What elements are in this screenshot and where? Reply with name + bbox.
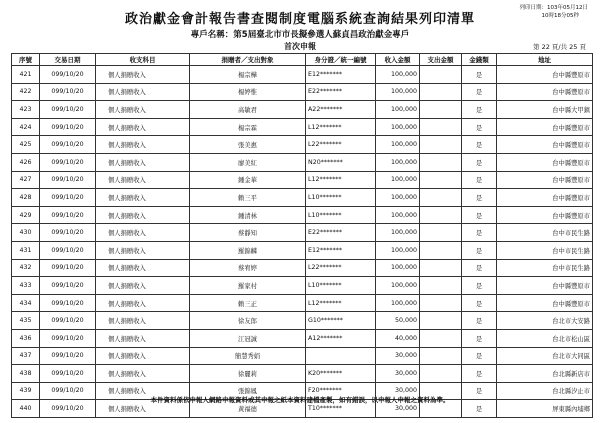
cell-no: 436	[12, 329, 40, 347]
cell-income: 100,000	[376, 153, 420, 171]
cell-addr: 台中市民生路	[497, 259, 593, 277]
cell-date: 099/10/20	[40, 153, 96, 171]
cell-date: 099/10/20	[40, 259, 96, 277]
column-header: 序號	[12, 54, 40, 66]
cell-addr: 台中縣豐原市	[497, 294, 593, 312]
cell-cash: 是	[462, 277, 497, 295]
cell-date: 099/10/20	[40, 365, 96, 383]
cell-income: 100,000	[376, 136, 420, 154]
cell-donor: 楊婷惟	[190, 83, 306, 101]
table-row	[12, 259, 593, 277]
cell-item: 個人捐贈收入	[96, 329, 190, 347]
column-header: 支出金額	[420, 54, 462, 66]
table-row	[12, 136, 593, 154]
cell-expense	[420, 294, 462, 312]
print-meta	[520, 4, 589, 20]
cell-id: L10*******	[306, 189, 376, 207]
cell-item: 個人捐贈收入	[96, 189, 190, 207]
cell-date: 099/10/20	[40, 241, 96, 259]
cell-income: 30,000	[376, 382, 420, 400]
cell-income: 50,000	[376, 312, 420, 330]
table-row	[12, 312, 593, 330]
table-row	[12, 347, 593, 365]
cell-no: 438	[12, 365, 40, 383]
cell-no: 428	[12, 189, 40, 207]
cell-no: 430	[12, 224, 40, 242]
cell-income: 100,000	[376, 224, 420, 242]
footer-note: 本件資料係依申報人網路申報資料或其申報之紙本資料建檔產製，如有錯誤，以申報人申報之資料為準。	[150, 396, 450, 404]
cell-no: 425	[12, 136, 40, 154]
cell-donor: 賴三平	[190, 189, 306, 207]
cell-donor: 張錦鳳	[190, 382, 306, 400]
cell-cash: 是	[462, 259, 497, 277]
column-header: 收入金額	[376, 54, 420, 66]
table-row	[12, 153, 593, 171]
cell-addr: 屏東縣內埔鄉	[497, 400, 593, 418]
cell-donor: 楊宗樺	[190, 66, 306, 84]
cell-id: L12*******	[306, 294, 376, 312]
cell-expense	[420, 241, 462, 259]
cell-date: 099/10/20	[40, 294, 96, 312]
table-row	[12, 224, 593, 242]
cell-donor: 賴三正	[190, 294, 306, 312]
table-row	[12, 241, 593, 259]
cell-addr: 台中市民生路	[497, 224, 593, 242]
table-row	[12, 66, 593, 84]
cell-id: G10*******	[306, 312, 376, 330]
table-row	[12, 277, 593, 295]
column-header: 交易日期	[40, 54, 96, 66]
cell-id: L22*******	[306, 259, 376, 277]
cell-id: E22*******	[306, 83, 376, 101]
cell-date: 099/10/20	[40, 329, 96, 347]
cell-cash: 是	[462, 136, 497, 154]
cell-addr: 台北市大安路	[497, 312, 593, 330]
cell-income: 100,000	[376, 277, 420, 295]
cell-no: 437	[12, 347, 40, 365]
cell-id: L12*******	[306, 171, 376, 189]
table-row	[12, 189, 593, 207]
cell-id: E12*******	[306, 66, 376, 84]
cell-donor: 羅家村	[190, 277, 306, 295]
cell-date: 099/10/20	[40, 382, 96, 400]
cell-date: 099/10/20	[40, 224, 96, 242]
cell-date: 099/10/20	[40, 277, 96, 295]
table-row	[12, 206, 593, 224]
cell-expense	[420, 277, 462, 295]
cell-cash: 是	[462, 206, 497, 224]
cell-id: A22*******	[306, 101, 376, 119]
cell-no: 434	[12, 294, 40, 312]
cell-id: N20*******	[306, 153, 376, 171]
print-time: 10時18分05秒	[541, 13, 579, 19]
cell-donor: 蔡靜知	[190, 224, 306, 242]
cell-expense	[420, 206, 462, 224]
cell-item: 個人捐贈收入	[96, 171, 190, 189]
cell-addr: 台北市松山區	[497, 329, 593, 347]
cell-item: 個人捐贈收入	[96, 365, 190, 383]
cell-no: 440	[12, 400, 40, 418]
cell-cash: 是	[462, 400, 497, 418]
cell-cash: 是	[462, 171, 497, 189]
cell-id: L22*******	[306, 136, 376, 154]
cell-addr: 台中縣豐原市	[497, 277, 593, 295]
cell-expense	[420, 171, 462, 189]
cell-item: 個人捐贈收入	[96, 400, 190, 418]
column-header: 捐贈者／支出對象	[190, 54, 306, 66]
donation-table	[11, 53, 593, 418]
cell-donor: 徐友郎	[190, 312, 306, 330]
cell-item: 個人捐贈收入	[96, 312, 190, 330]
cell-expense	[420, 365, 462, 383]
cell-expense	[420, 83, 462, 101]
cell-addr: 台中市民生路	[497, 241, 593, 259]
cell-donor: 黃福德	[190, 400, 306, 418]
cell-date: 099/10/20	[40, 118, 96, 136]
table-row	[12, 329, 593, 347]
cell-cash: 是	[462, 66, 497, 84]
cell-date: 099/10/20	[40, 66, 96, 84]
cell-income: 30,000	[376, 365, 420, 383]
cell-income: 100,000	[376, 101, 420, 119]
cell-id: L10*******	[306, 277, 376, 295]
cell-id: K20*******	[306, 365, 376, 383]
cell-no: 424	[12, 118, 40, 136]
cell-cash: 是	[462, 224, 497, 242]
page-number: 第 22 頁/共 25 頁	[533, 43, 586, 51]
report-kind: 首次申報	[284, 42, 316, 51]
cell-date: 099/10/20	[40, 206, 96, 224]
cell-cash: 是	[462, 329, 497, 347]
cell-expense	[420, 329, 462, 347]
cell-cash: 是	[462, 347, 497, 365]
cell-income: 100,000	[376, 66, 420, 84]
cell-cash: 是	[462, 365, 497, 383]
cell-expense	[420, 259, 462, 277]
cell-no: 433	[12, 277, 40, 295]
cell-addr: 台北縣新店市	[497, 365, 593, 383]
cell-item: 個人捐贈收入	[96, 101, 190, 119]
cell-income: 100,000	[376, 259, 420, 277]
cell-item: 個人捐贈收入	[96, 136, 190, 154]
cell-item: 個人捐贈收入	[96, 206, 190, 224]
cell-cash: 是	[462, 118, 497, 136]
cell-income: 100,000	[376, 241, 420, 259]
cell-no: 422	[12, 83, 40, 101]
cell-donor: 張美惠	[190, 136, 306, 154]
cell-expense	[420, 136, 462, 154]
cell-no: 423	[12, 101, 40, 119]
cell-addr: 台中縣豐原市	[497, 206, 593, 224]
cell-expense	[420, 312, 462, 330]
table-header-row	[12, 54, 593, 66]
cell-item: 個人捐贈收入	[96, 224, 190, 242]
column-header: 金錢類	[462, 54, 497, 66]
cell-expense	[420, 66, 462, 84]
cell-item: 個人捐贈收入	[96, 153, 190, 171]
cell-donor: 江冠誠	[190, 329, 306, 347]
cell-income: 100,000	[376, 206, 420, 224]
column-header: 地址	[497, 54, 593, 66]
cell-income: 100,000	[376, 294, 420, 312]
cell-cash: 是	[462, 312, 497, 330]
cell-donor: 高敏君	[190, 101, 306, 119]
document-title: 政治獻金會計報告書查閱制度電腦系統查詢結果列印清單	[124, 12, 475, 27]
cell-donor: 鍾清林	[190, 206, 306, 224]
cell-donor: 簡慧秀娟	[190, 347, 306, 365]
cell-id: A12*******	[306, 329, 376, 347]
cell-no: 431	[12, 241, 40, 259]
cell-no: 429	[12, 206, 40, 224]
cell-date: 099/10/20	[40, 171, 96, 189]
cell-cash: 是	[462, 382, 497, 400]
cell-item: 個人捐贈收入	[96, 118, 190, 136]
cell-expense	[420, 189, 462, 207]
cell-cash: 是	[462, 189, 497, 207]
cell-no: 421	[12, 66, 40, 84]
cell-addr: 台中縣豐原市	[497, 153, 593, 171]
cell-no: 432	[12, 259, 40, 277]
cell-cash: 是	[462, 153, 497, 171]
cell-item: 個人捐贈收入	[96, 277, 190, 295]
cell-id: E22*******	[306, 224, 376, 242]
cell-item: 個人捐贈收入	[96, 347, 190, 365]
cell-date: 099/10/20	[40, 189, 96, 207]
table-row	[12, 101, 593, 119]
cell-id: L10*******	[306, 206, 376, 224]
print-date: 列印日期：103年05月12日	[519, 5, 588, 11]
cell-expense	[420, 347, 462, 365]
cell-id: E12*******	[306, 241, 376, 259]
account-name: 專戶名稱：第5屆臺北市市長擬參選人蘇貞昌政治獻金專戶	[190, 30, 410, 40]
cell-addr: 台中縣豐原市	[497, 136, 593, 154]
cell-addr: 台中縣大甲鎮	[497, 101, 593, 119]
cell-no: 435	[12, 312, 40, 330]
cell-expense	[420, 101, 462, 119]
cell-income: 100,000	[376, 189, 420, 207]
cell-expense	[420, 153, 462, 171]
cell-income: 30,000	[376, 347, 420, 365]
cell-item: 個人捐贈收入	[96, 66, 190, 84]
cell-expense	[420, 118, 462, 136]
table-row	[12, 83, 593, 101]
cell-addr: 台北市大同區	[497, 347, 593, 365]
cell-date: 099/10/20	[40, 136, 96, 154]
table-row	[12, 294, 593, 312]
cell-date: 099/10/20	[40, 400, 96, 418]
cell-item: 個人捐贈收入	[96, 83, 190, 101]
cell-addr: 台中縣豐原市	[497, 171, 593, 189]
cell-expense	[420, 224, 462, 242]
cell-donor: 徐麗莉	[190, 365, 306, 383]
cell-income: 30,000	[376, 400, 420, 418]
cell-income: 100,000	[376, 171, 420, 189]
column-header: 身分證／統一編號	[306, 54, 376, 66]
cell-id	[306, 347, 376, 365]
cell-date: 099/10/20	[40, 101, 96, 119]
cell-donor: 楊宗霖	[190, 118, 306, 136]
cell-date: 099/10/20	[40, 312, 96, 330]
cell-addr: 台北縣汐止市	[497, 382, 593, 400]
table-row	[12, 171, 593, 189]
table-row	[12, 118, 593, 136]
cell-donor: 廖美紅	[190, 153, 306, 171]
cell-item: 個人捐贈收入	[96, 259, 190, 277]
cell-date: 099/10/20	[40, 347, 96, 365]
cell-item: 個人捐贈收入	[96, 382, 190, 400]
cell-income: 40,000	[376, 329, 420, 347]
cell-no: 427	[12, 171, 40, 189]
cell-addr: 台中縣豐原市	[497, 118, 593, 136]
cell-date: 099/10/20	[40, 83, 96, 101]
cell-donor: 羅錦麟	[190, 241, 306, 259]
cell-id: L12*******	[306, 118, 376, 136]
cell-addr: 台中縣豐原市	[497, 66, 593, 84]
cell-cash: 是	[462, 294, 497, 312]
cell-income: 100,000	[376, 118, 420, 136]
cell-donor: 鍾金華	[190, 171, 306, 189]
column-header: 收支科目	[96, 54, 190, 66]
cell-no: 426	[12, 153, 40, 171]
cell-item: 個人捐贈收入	[96, 241, 190, 259]
cell-cash: 是	[462, 241, 497, 259]
cell-cash: 是	[462, 101, 497, 119]
cell-id: F20*******	[306, 382, 376, 400]
cell-addr: 台中縣豐原市	[497, 83, 593, 101]
cell-income: 100,000	[376, 83, 420, 101]
cell-id: T10*******	[306, 400, 376, 418]
cell-item: 個人捐贈收入	[96, 294, 190, 312]
table-row	[12, 365, 593, 383]
table-body	[12, 66, 593, 418]
cell-no: 439	[12, 382, 40, 400]
cell-addr: 台中縣豐原市	[497, 189, 593, 207]
cell-donor: 蔡宥婷	[190, 259, 306, 277]
cell-cash: 是	[462, 83, 497, 101]
